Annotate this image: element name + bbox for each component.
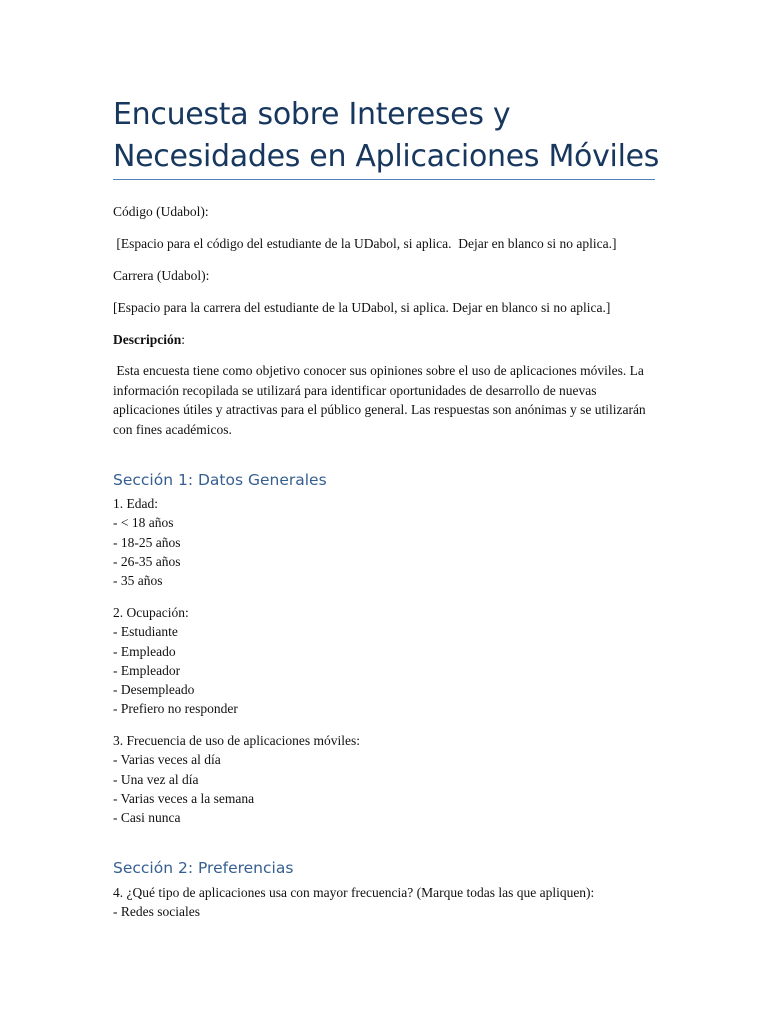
section2-heading: Sección 2: Preferencias: [113, 859, 294, 877]
option-item: - Redes sociales: [113, 904, 200, 920]
option-item: - Casi nunca: [113, 810, 181, 826]
option-item: - Empleador: [113, 662, 181, 678]
option-item: - Prefiero no responder: [113, 701, 238, 717]
descripcion-heading: [113, 330, 185, 349]
carrera-label: Carrera (Udabol):: [113, 268, 210, 283]
descripcion-colon: :: [181, 332, 186, 347]
codigo-label: Código (Udabol):: [113, 204, 209, 219]
descripcion-label: Descripción: [113, 332, 182, 347]
option-item: - Varias veces a la semana: [113, 790, 255, 806]
option-item: - 18-25 años: [113, 534, 181, 550]
document-title: Encuesta sobre Intereses y Necesidades en Aplicaciones Móviles: [113, 97, 660, 174]
option-item: - Varias veces al día: [113, 752, 221, 768]
question-2-text: 2. Ocupación:: [113, 605, 189, 620]
option-item: - Estudiante: [113, 624, 178, 640]
section1-heading: Sección 1: Datos Generales: [113, 471, 327, 489]
option-item: - Una vez al día: [113, 771, 199, 787]
question-2: [113, 603, 238, 719]
question-3: [113, 731, 360, 827]
carrera-placeholder: [Espacio para la carrera del estudiante de la UDabol, si aplica. Dejar en blanco si no aplica.]: [113, 300, 611, 315]
option-item: - < 18 años: [113, 515, 174, 531]
question-4: [113, 883, 594, 922]
option-item: - Desempleado: [113, 682, 195, 698]
title-underline: [113, 179, 655, 180]
question-1: [113, 494, 181, 590]
descripcion-text: Esta encuesta tiene como objetivo conocer sus opiniones sobre el uso de aplicaciones móviles. La información recopilada se utilizará para identificar oportunidades de desarrollo de nuevas aplicaciones útiles y atractivas para el público general. Las respuestas son anónimas y se utilizarán con fines académicos.: [113, 363, 650, 437]
question-1-text: 1. Edad:: [113, 496, 158, 511]
option-item: - Empleado: [113, 643, 176, 659]
option-item: - 26-35 años: [113, 553, 181, 569]
question-4-text: 4. ¿Qué tipo de aplicaciones usa con mayor frecuencia? (Marque todas las que apliquen):: [113, 885, 595, 900]
option-item: - 35 años: [113, 573, 163, 589]
question-3-text: 3. Frecuencia de uso de aplicaciones móviles:: [113, 733, 361, 748]
codigo-placeholder: [Espacio para el código del estudiante de la UDabol, si aplica. Dejar en blanco si no aplica.]: [113, 236, 617, 251]
